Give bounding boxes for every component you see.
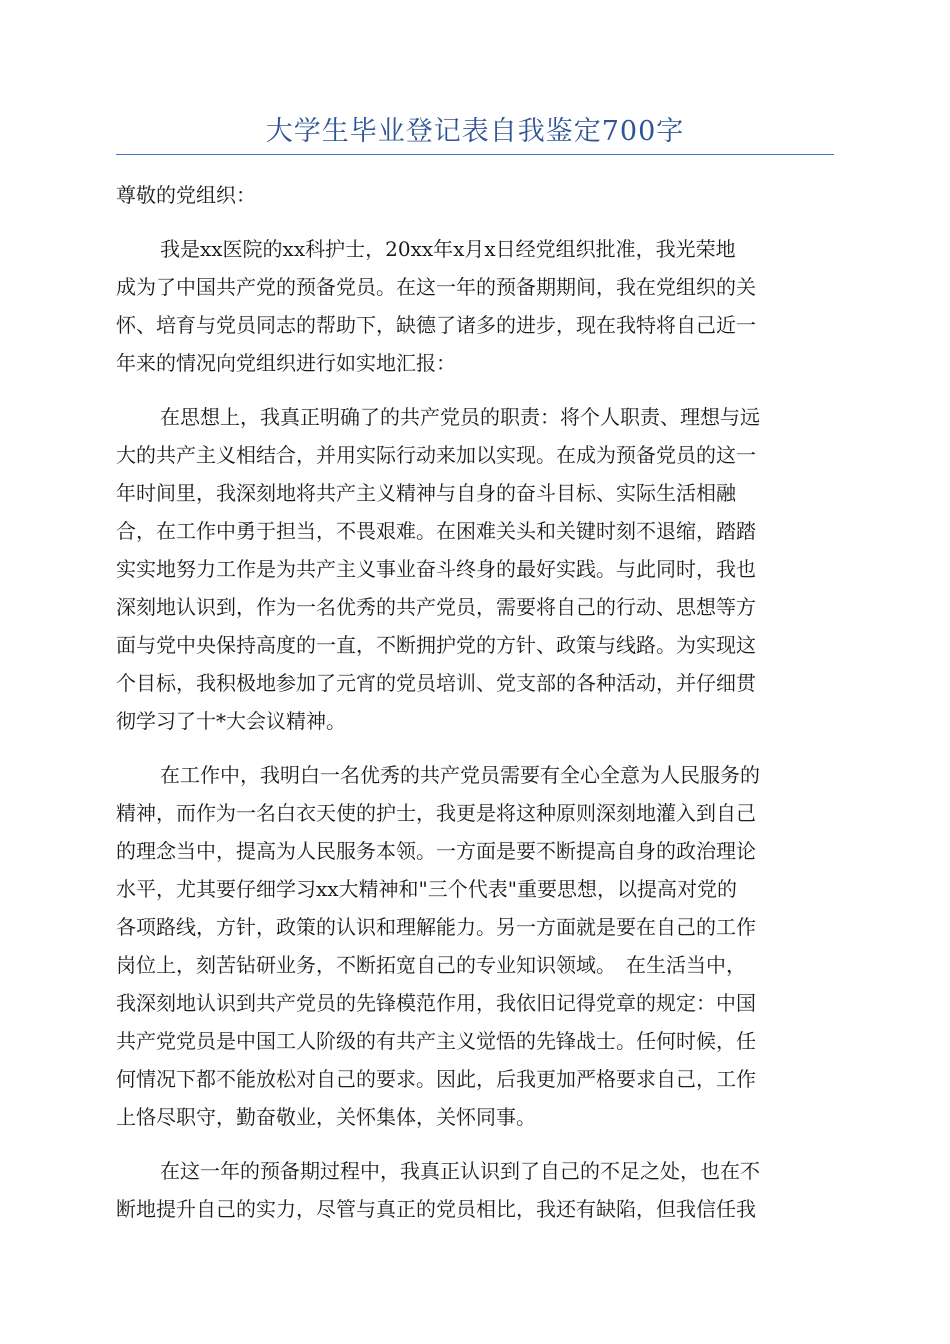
paragraph-line: 岗位上，刻苦钻研业务，不断拓宽自己的专业知识领域。 在生活当中，: [116, 953, 746, 977]
title-underline: [116, 154, 834, 155]
paragraph-line: 上恪尽职守，勤奋敬业，关怀集体，关怀同事。: [116, 1105, 536, 1129]
paragraph-1: [116, 230, 834, 382]
paragraph-2: [116, 398, 834, 740]
paragraph-line: 的理念当中，提高为人民服务本领。一方面是要不断提高自身的政治理论: [116, 839, 756, 863]
paragraph-line: 实实地努力工作是为共产主义事业奋斗终身的最好实践。与此同时，我也: [116, 557, 756, 581]
paragraph-line: 各项路线，方针，政策的认识和理解能力。另一方面就是要在自己的工作: [116, 915, 756, 939]
paragraph-line: 合，在工作中勇于担当，不畏艰难。在困难关头和关键时刻不退缩，踏踏: [116, 519, 756, 543]
paragraph-line: 彻学习了十*大会议精神。: [116, 709, 346, 733]
paragraph-gap: [116, 1136, 834, 1152]
document-title: 大学生毕业登记表自我鉴定700字: [265, 116, 685, 147]
paragraph-line: 我是xx医院的xx科护士，20xx年x月x日经党组织批准，我光荣地: [160, 237, 736, 261]
paragraph-line: 怀、培育与党员同志的帮助下，缺德了诸多的进步，现在我特将自己近一: [116, 313, 756, 337]
paragraph-line: 年时间里，我深刻地将共产主义精神与自身的奋斗目标、实际生活相融: [116, 481, 736, 505]
document-body: [116, 176, 834, 1228]
paragraph-gap: [116, 740, 834, 756]
paragraph-3: [116, 756, 834, 1136]
paragraph-line: 深刻地认识到，作为一名优秀的共产党员，需要将自己的行动、思想等方: [116, 595, 756, 619]
paragraph-line: 个目标，我积极地参加了元宵的党员培训、党支部的各种活动，并仔细贯: [116, 671, 756, 695]
paragraph-line: 水平，尤其要仔细学习xx大精神和"三个代表"重要思想，以提高对党的: [116, 877, 737, 901]
paragraph-line: 面与党中央保持高度的一直，不断拥护党的方针、政策与线路。为实现这: [116, 633, 756, 657]
paragraph-line: 在思想上，我真正明确了的共产党员的职责：将个人职责、理想与远: [160, 405, 760, 429]
paragraph-gap: [116, 214, 834, 230]
paragraph-line: 精神，而作为一名白衣天使的护士，我更是将这种原则深刻地灌入到自己: [116, 801, 756, 825]
paragraph-line: 断地提升自己的实力，尽管与真正的党员相比，我还有缺陷，但我信任我: [116, 1197, 756, 1221]
salutation: 尊敬的党组织：: [116, 183, 256, 207]
paragraph-line: 年来的情况向党组织进行如实地汇报：: [116, 351, 456, 375]
paragraph-line: 何情况下都不能放松对自己的要求。因此，后我更加严格要求自己，工作: [116, 1067, 756, 1091]
paragraph-line: 在工作中，我明白一名优秀的共产党员需要有全心全意为人民服务的: [160, 763, 760, 787]
paragraph-4: [116, 1152, 834, 1228]
paragraph-line: 共产党党员是中国工人阶级的有共产主义觉悟的先锋战士。任何时候，任: [116, 1029, 756, 1053]
paragraph-line: 成为了中国共产党的预备党员。在这一年的预备期期间，我在党组织的关: [116, 275, 756, 299]
paragraph-line: 我深刻地认识到共产党员的先锋模范作用，我依旧记得党章的规定：中国: [116, 991, 756, 1015]
paragraph-line: 在这一年的预备期过程中，我真正认识到了自己的不足之处，也在不: [160, 1159, 760, 1183]
paragraph-gap: [116, 382, 834, 398]
paragraph-line: 大的共产主义相结合，并用实际行动来加以实现。在成为预备党员的这一: [116, 443, 756, 467]
